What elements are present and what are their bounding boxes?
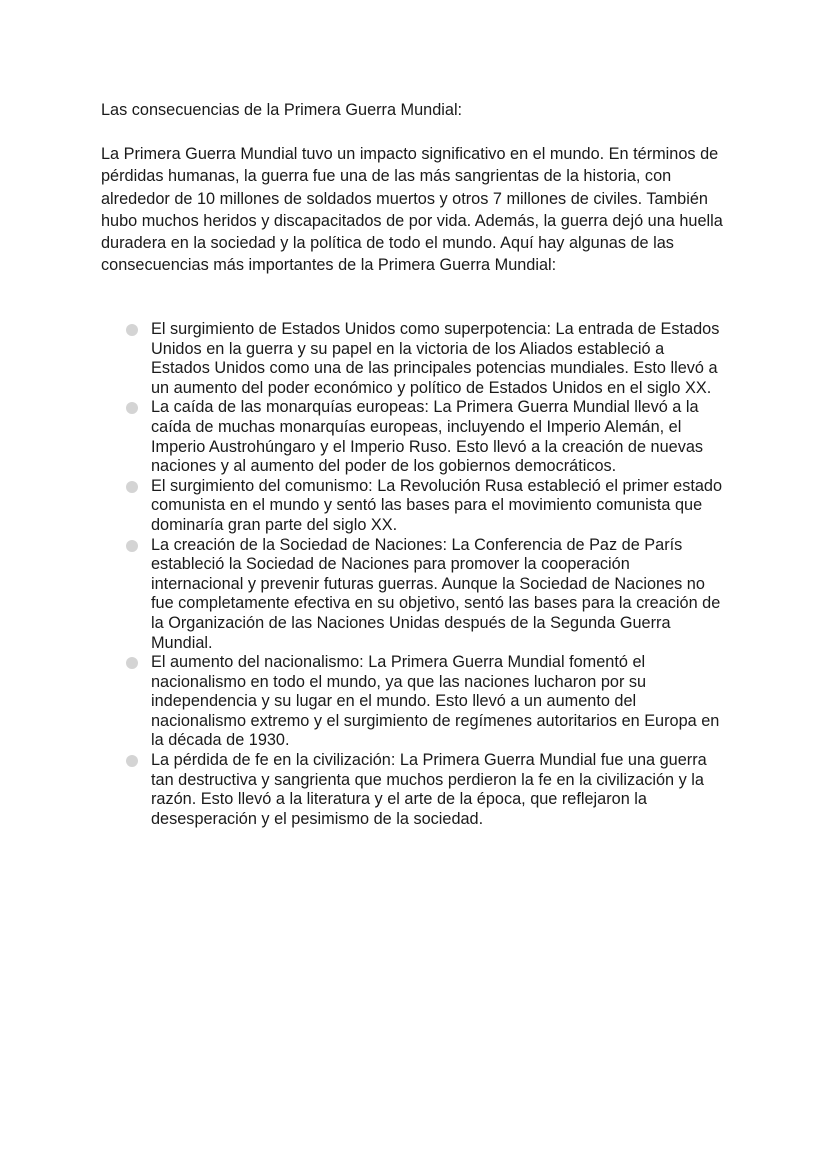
consequences-list <box>126 320 726 829</box>
list-item <box>126 398 726 476</box>
bullet-dot-icon <box>126 540 138 552</box>
list-item <box>126 653 726 751</box>
list-item <box>126 536 726 654</box>
bullet-dot-icon <box>126 324 138 336</box>
list-item-text: El surgimiento de Estados Unidos como superpotencia: La entrada de Estados Unidos en la guerra y su papel en la victoria de los Aliados estableció a Estados Unidos como una de las principales potencias mundiales. Esto llevó a un aumento del poder económico y político de Estados Unidos en el siglo XX. <box>151 320 720 397</box>
list-item-text: La caída de las monarquías europeas: La Primera Guerra Mundial llevó a la caída de muchas monarquías europeas, incluyendo el Imperio Alemán, el Imperio Austrohúngaro y el Imperio Ruso. Esto llevó a la creación de nuevas naciones y al aumento del poder de los gobiernos democráticos. <box>151 398 704 476</box>
bullet-dot-icon <box>126 755 138 767</box>
bullet-dot-icon <box>126 402 138 414</box>
list-item <box>126 477 726 536</box>
list-item-text: La creación de la Sociedad de Naciones: La Conferencia de Paz de París estableció la Sociedad de Naciones para promover la cooperación internacional y prevenir futuras guerras. Aunque la Sociedad de Naciones no fue completamente efectiva en su objetivo, sentó las bases para la creación de la Organización de las Naciones Unidas después de la Segunda Guerra Mundial. <box>151 535 721 652</box>
list-item <box>126 320 726 398</box>
intro-paragraph: La Primera Guerra Mundial tuvo un impacto significativo en el mundo. En términos de pérdidas humanas, la guerra fue una de las más sangrientas de la historia, con alrededor de 10 millones de soldados muertos y otros 7 millones de civiles. También hubo muchos heridos y discapacitados de por vida. Además, la guerra dejó una huella duradera en la sociedad y la política de todo el mundo. Aquí hay algunas de las consecuencias más importantes de la Primera Guerra Mundial: <box>101 145 723 275</box>
bullet-dot-icon <box>126 481 138 493</box>
list-item-text: La pérdida de fe en la civilización: La Primera Guerra Mundial fue una guerra tan destructiva y sangrienta que muchos perdieron la fe en la civilización y la razón. Esto llevó a la literatura y el arte de la época, que reflejaron la desesperación y el pesimismo de la sociedad. <box>151 751 707 828</box>
bullet-dot-icon <box>126 657 138 669</box>
document-title: Las consecuencias de la Primera Guerra Mundial: <box>101 101 463 119</box>
list-item-text: El aumento del nacionalismo: La Primera Guerra Mundial fomentó el nacionalismo en todo el mundo, ya que las naciones lucharon por su independencia y su lugar en el mundo. Esto llevó a un aumento del nacionalismo extremo y el surgimiento de regímenes autoritarios en Europa en la década de 1930. <box>151 653 720 750</box>
list-item <box>126 751 726 829</box>
list-item-text: El surgimiento del comunismo: La Revolución Rusa estableció el primer estado comunista en el mundo y sentó las bases para el movimiento comunista que dominaría gran parte del siglo XX. <box>151 476 723 534</box>
